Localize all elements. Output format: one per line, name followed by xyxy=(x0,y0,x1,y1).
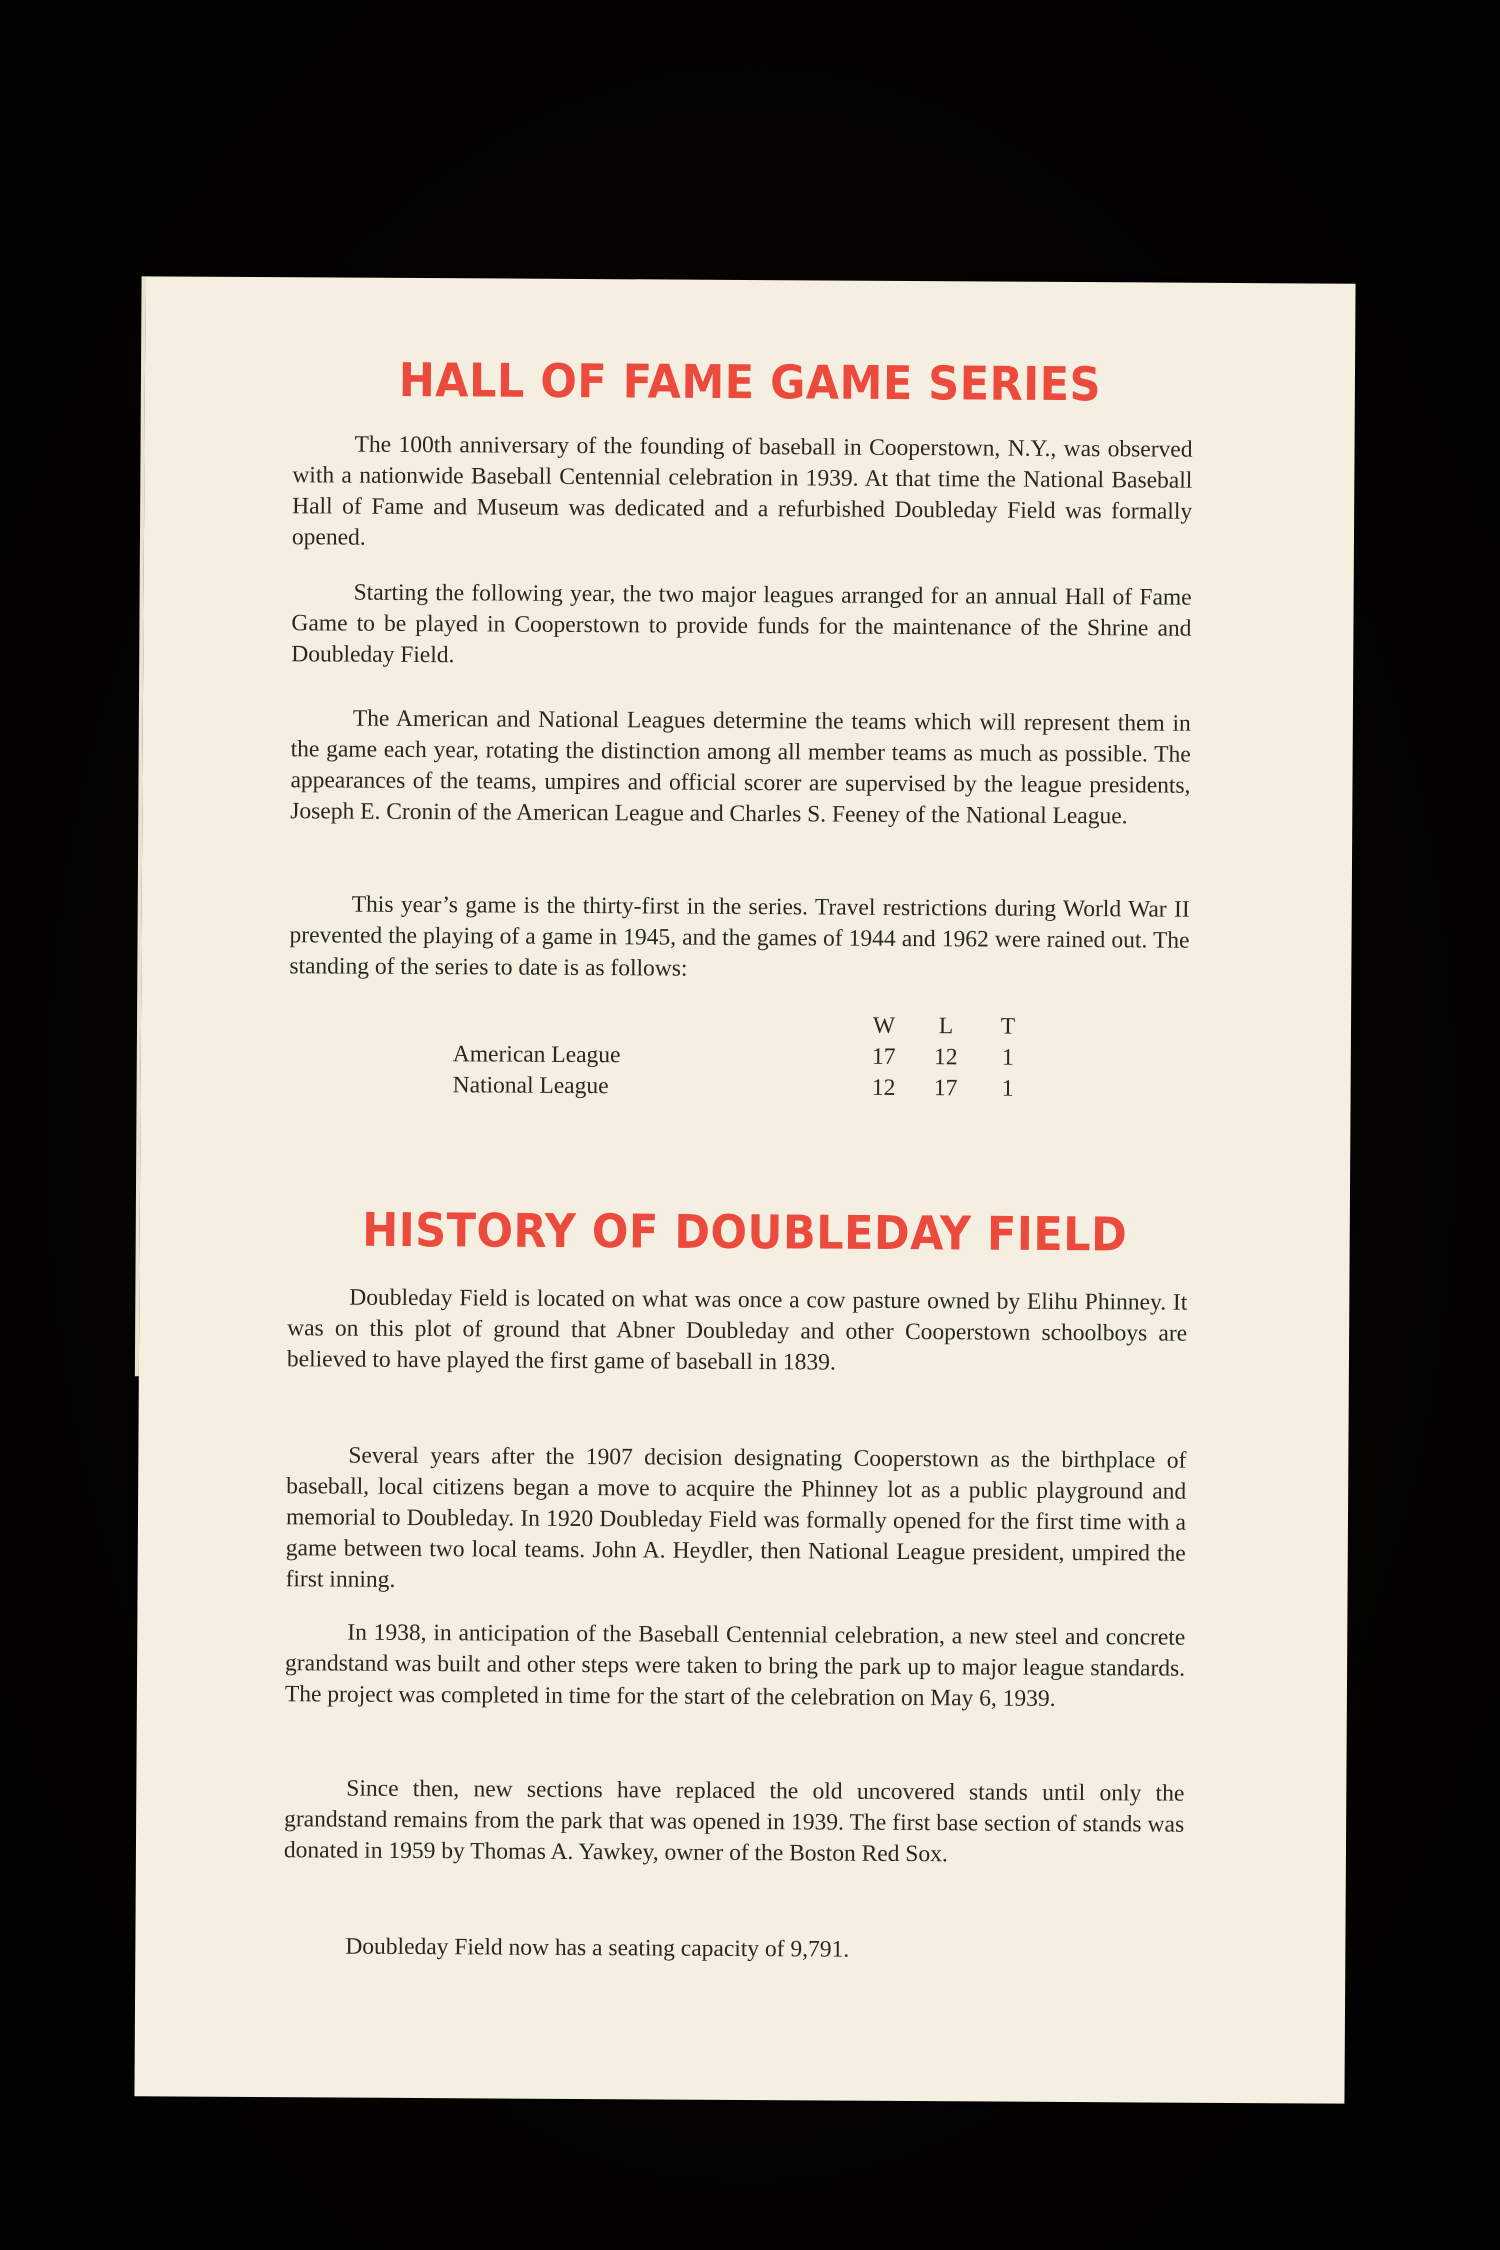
team-name: National League xyxy=(452,1072,609,1100)
history-paragraph-5: Doubleday Field now has a seating capacity of 9,791. xyxy=(345,1933,850,1963)
table-row xyxy=(453,1070,1039,1105)
hof-paragraph-3: The American and National Leagues determine the teams which will represent them in the game each year, rotating the distinction among all member teams as much as possible. The appearances of the teams, umpires and official scorer are supervised by the league presidents, Joseph E. Cronin of the American League and Charles S. Feeney of the National League. xyxy=(290,705,1191,830)
ties-value: 1 xyxy=(1001,1075,1014,1102)
ties-value: 1 xyxy=(1001,1044,1014,1071)
document-page xyxy=(134,276,1355,2103)
series-standings-table xyxy=(453,1008,1040,1105)
ties-column-header: T xyxy=(1000,1013,1016,1040)
hof-paragraph-2: Starting the following year, the two major leagues arranged for an annual Hall of Fame Game to be played in Cooperstown to provide funds for the maintenance of the Shrine and Doubleday Field. xyxy=(291,579,1192,669)
losses-column-header: L xyxy=(938,1013,954,1040)
team-name: American League xyxy=(452,1041,621,1069)
losses-value: 17 xyxy=(933,1075,958,1102)
history-paragraph-2: Several years after the 1907 decision designating Cooperstown as the birthplace of baseball, local citizens began a move to acquire the Phinney lot as a public playground and memorial to Doubleday. In 1920 Doubleday Field was formally opened for the first time with a game between two local teams. John A. Heydler, then National League president, umpired the first inning. xyxy=(285,1442,1187,1593)
history-of-doubleday-field-heading: HISTORY OF DOUBLEDAY FIELD xyxy=(362,1203,1128,1263)
wins-value: 17 xyxy=(871,1043,896,1070)
losses-value: 12 xyxy=(933,1044,958,1071)
wins-column-header: W xyxy=(872,1012,896,1039)
table-row xyxy=(453,1039,1039,1074)
history-paragraph-4: Since then, new sections have replaced the old uncovered stands until only the grandstand remains from the park that was opened in 1939. The first base section of stands was donated in 1959 by Thomas A. Yawkey, owner of the Boston Red Sox. xyxy=(283,1775,1185,1868)
standings-header-blank xyxy=(453,1008,853,1041)
wins-value: 12 xyxy=(871,1074,896,1101)
standings-header-row xyxy=(453,1008,1039,1043)
history-paragraph-3: In 1938, in anticipation of the Baseball Centennial celebration, a new steel and concrete grandstand was built and other steps were taken to bring the park up to major league standards. The project was completed in time for the start of the celebration on May 6, 1939. xyxy=(284,1619,1186,1712)
hof-paragraph-1: The 100th anniversary of the founding of baseball in Cooperstown, N.Y., was observed with a nationwide Baseball Centennial celebration in 1939. At that time the National Baseball Hall of Fame and Museum was dedicated and a refurbished Doubleday Field was formally opened. xyxy=(291,431,1193,551)
history-paragraph-1: Doubleday Field is located on what was once a cow pasture owned by Elihu Phinney. It was on this plot of ground that Abner Doubleday and other Cooperstown schoolboys are believed to have played the first game of baseball in 1839. xyxy=(286,1284,1188,1376)
hof-paragraph-4: This year’s game is the thirty-first in the series. Travel restrictions during World War II prevented the playing of a game in 1945, and the games of 1944 and 1962 were rained out. The standing of the series to date is as follows: xyxy=(289,891,1190,982)
hall-of-fame-game-series-heading: HALL OF FAME GAME SERIES xyxy=(398,353,1102,413)
